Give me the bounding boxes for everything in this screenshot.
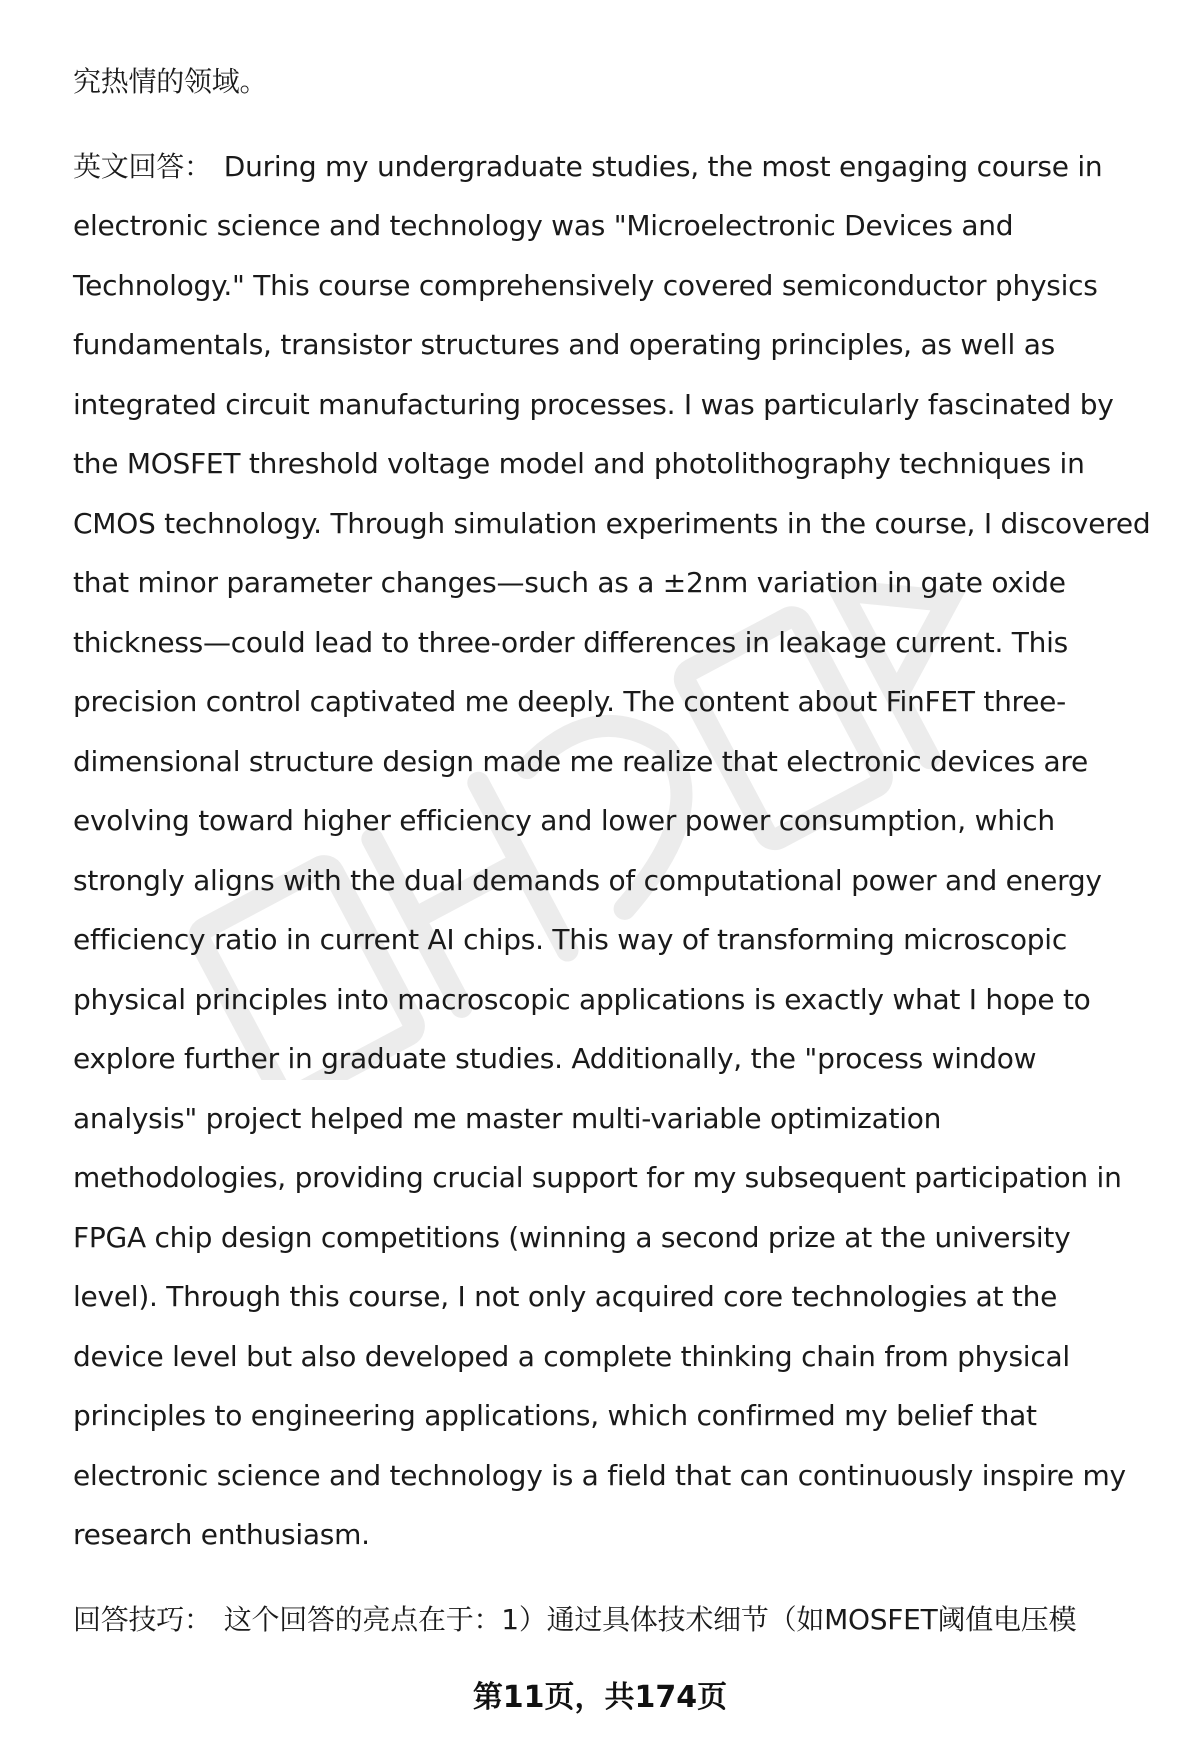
page-number: 第11页，共174页 (472, 1680, 728, 1715)
answer-tips-paragraph (73, 1590, 1153, 1650)
tips-text: 这个回答的亮点在于：1）通过具体技术细节（如MOSFET阈值电压模 (223, 1602, 1077, 1636)
document-body (73, 52, 1153, 1649)
tips-label: 回答技巧： (73, 1602, 212, 1636)
english-answer-paragraph (73, 137, 1153, 1565)
continuation-line: 究热情的领域。 (73, 65, 268, 98)
answer-text: During my undergraduate studies, the most engaging course in electronic science and technology was "Microelectronic Devices and Technology." This course comprehensively covered semiconductor physics fundamentals, transistor structures and operating principles, as well as integrated circuit manufacturing processes. I was particularly fascinated by the MOSFET threshold voltage model and photolithography techniques in CMOS technology. Through simulation experiments in the course, I discovered that minor parameter changes—such as a ±2nm variation in gate oxide thickness—could lead to three-order differences in leakage current. This precision control captivated me deeply. The content about FinFET three-dimensional structure design made me realize that electronic devices are evolving toward higher efficiency and lower power consumption, which strongly aligns with the dual demands of computational power and energy efficiency ratio in current AI chips. This way of transforming microscopic physical principles into macroscopic applications is exactly what I hope to explore further in graduate studies. Additionally, the "process window analysis" project helped me master multi-variable optimization methodologies, providing crucial support for my subsequent participation in FPGA chip design competitions (winning a second prize at the university level). Through this course, I not only acquired core technologies at the device level but also developed a complete thinking chain from physical principles to engineering applications, which confirmed my belief that electronic science and technology is a field that can continuously inspire my research enthusiasm. (73, 149, 1151, 1551)
answer-label: 英文回答： (73, 149, 212, 183)
